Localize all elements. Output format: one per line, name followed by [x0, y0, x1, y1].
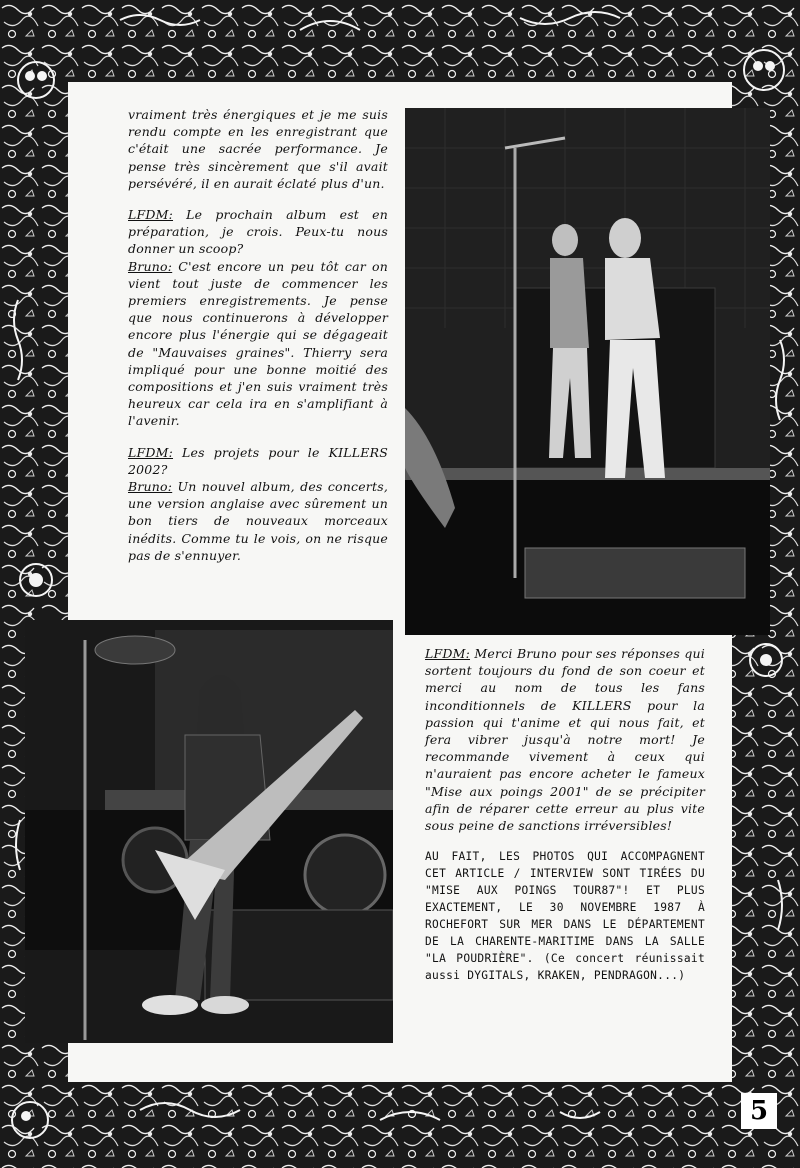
- closing-paragraph: [425, 645, 705, 834]
- paragraph-energy: vraiment très énergiques et je me suis rendu compte en les enregistrant que c'était une sacrée performance. Je pense très sincèrement que s'il avait persévéré, il en aurait éclaté plus d'un.: [128, 107, 388, 191]
- interview-column-right: [425, 645, 705, 998]
- question-text: Le prochain album est en préparation, je crois. Peux-tu nous donner un scoop?: [128, 207, 388, 257]
- concert-photo-guitarist: [25, 620, 393, 1043]
- page-number: 5: [741, 1093, 777, 1129]
- speaker-bruno: Bruno:: [128, 479, 173, 495]
- question-next-album: [128, 206, 388, 430]
- speaker-bruno: Bruno:: [128, 258, 173, 274]
- speaker-lfdm: LFDM:: [425, 646, 471, 661]
- photo-credit-note: AU FAIT, LES PHOTOS QUI ACCOMPAGNENT CET ARTICLE / INTERVIEW SONT TIRÉES DU "MISE AUX POINGS TOUR87"! ET PLUS EXACTEMENT, LE 30 NOVEMBRE 1987 À ROCHEFORT SUR MER DANS LE DÉPARTEMENT DE LA CHARENTE-MARITIME DANS LA SALLE "LA POUDRIÈRE". (Ce concert réunissait aussi DYGITALS, KRAKEN, PENDRAGON...): [425, 850, 705, 983]
- interview-column-left: [128, 106, 388, 578]
- concert-photo-singer: [405, 108, 770, 635]
- speaker-lfdm: LFDM:: [128, 444, 174, 460]
- question-projects-2002: [128, 444, 388, 564]
- answer-text: C'est encore un peu tôt car on vient tout juste de commencer les premiers enregistrements. Je pense que nous continuerons à développer encore plus l'énergie qui se dégageait de "Mauvaises graines". Thierry sera impliqué pour une bonne moitié des compositions et j'en suis vraiment très heureux car cela ira en s'amplifiant à l'avenir.: [128, 258, 388, 429]
- question-text: Les projets pour le KILLERS 2002?: [128, 444, 388, 477]
- speaker-lfdm: LFDM:: [128, 207, 174, 223]
- answer-text: Un nouvel album, des concerts, une version anglaise avec sûrement un bon tiers de nouveaux morceaux inédits. Comme tu le vois, on ne risque pas de s'ennuyer.: [128, 479, 388, 563]
- closing-text: Merci Bruno pour ses réponses qui sortent toujours du fond de son coeur et merci au nom de tous les fans inconditionnels de KILLERS pour la passion qui t'anime et qui nous fait, et fera vibrer jusqu'à notre mort! Je recommande vivement à ceux qui n'auraient pas encore acheter le fameux "Mise aux poings 2001" de se précipiter afin de réparer cette erreur au plus vite sous peine de sanctions irréversibles!: [425, 646, 705, 834]
